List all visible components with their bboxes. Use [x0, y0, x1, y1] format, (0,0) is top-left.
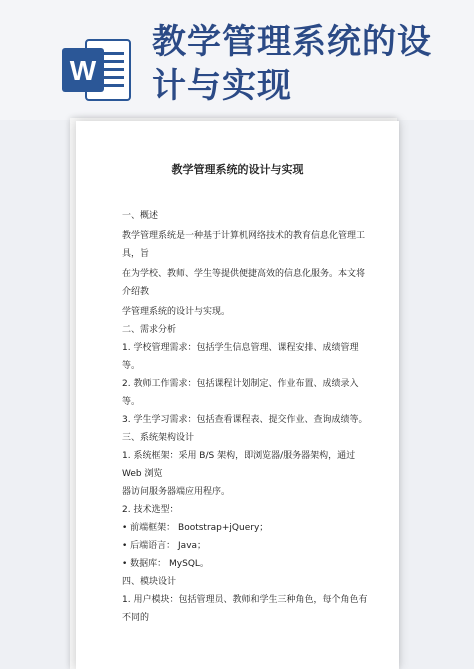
document-body — [122, 207, 372, 627]
list-item: 1. 系统框架：采用 B/S 架构，即浏览器/服务器架构，通过 Web 浏览 — [122, 451, 356, 479]
list-item: 1. 学校管理需求：包括学生信息管理、课程安排、成绩管理等。 — [122, 343, 359, 371]
section-requirements — [122, 321, 372, 429]
banner-title — [152, 20, 452, 108]
list-item: 器访问服务器端应用程序。 — [122, 487, 231, 497]
list-item: 1. 用户模块：包括管理员、教师和学生三种角色，每个角色有不同的 — [122, 595, 368, 623]
document-page — [76, 121, 399, 669]
document-title: 教学管理系统的设计与实现 — [171, 163, 304, 176]
list-item: 2. 教师工作需求：包括课程计划制定、作业布置、成绩录入等。 — [122, 379, 359, 407]
banner-title-line-1: 教学管理系统的设 — [152, 22, 432, 62]
svg-text:W: W — [69, 55, 97, 86]
section-architecture — [122, 429, 372, 573]
section-heading: 一、概述 — [122, 211, 159, 221]
section-modules — [122, 573, 372, 627]
section-heading: 三、系统架构设计 — [122, 433, 195, 443]
section-overview — [122, 207, 372, 321]
banner — [0, 0, 474, 120]
banner-title-line-2: 计与实现 — [152, 66, 292, 106]
paragraph-line: 学管理系统的设计与实现。 — [122, 307, 231, 317]
list-item: • 后端语言： Java； — [122, 541, 207, 551]
section-heading: 二、需求分析 — [122, 325, 177, 335]
list-item: 3. 学生学习需求：包括查看课程表、提交作业、查询成绩等。 — [122, 415, 368, 425]
section-heading: 四、模块设计 — [122, 577, 177, 587]
paragraph-line: 教学管理系统是一种基于计算机网络技术的教育信息化管理工具，旨 — [122, 231, 366, 259]
list-item: • 前端框架： Bootstrap+jQuery； — [122, 523, 269, 533]
list-item: • 数据库： MySQL。 — [122, 559, 209, 569]
word-document-icon — [62, 38, 132, 102]
paragraph-line: 在为学校、教师、学生等提供便捷高效的信息化服务。本文将介绍教 — [122, 269, 366, 297]
list-item: 2. 技术选型： — [122, 505, 179, 515]
